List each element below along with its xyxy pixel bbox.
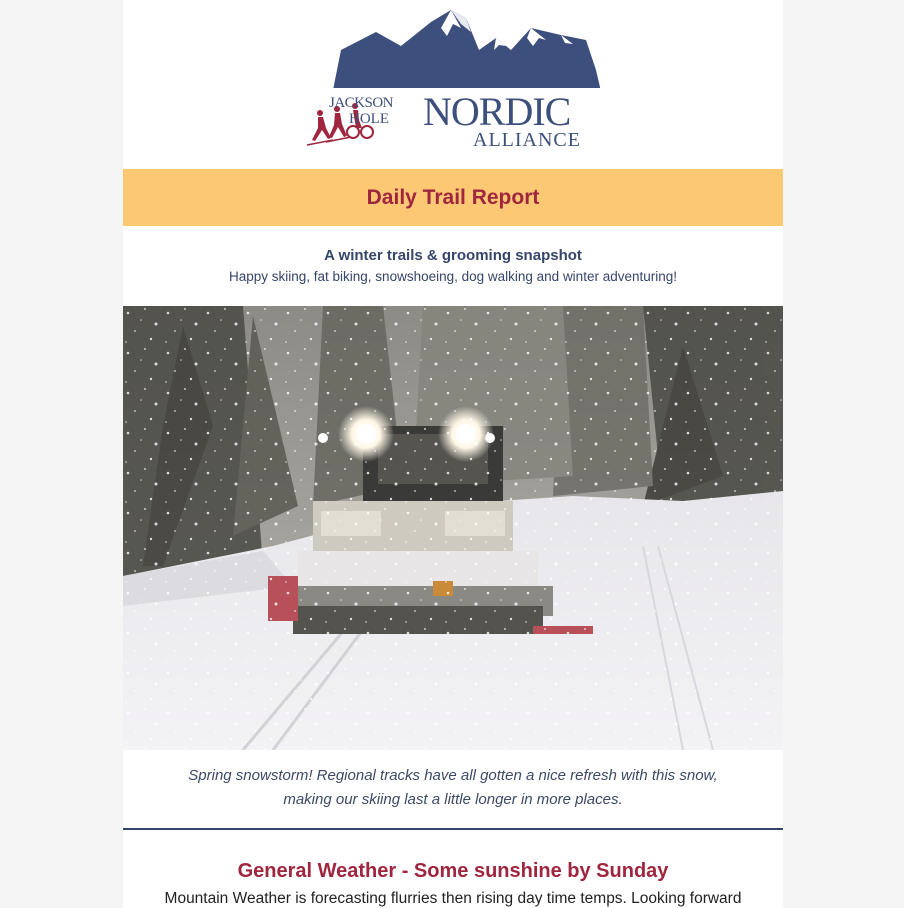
logo-hole-text: HOLE [349,111,389,127]
intro-section [123,226,783,306]
email-container [123,0,783,908]
groomer-snowstorm-photo [123,306,783,750]
photo-caption: Spring snowstorm! Regional tracks have all gotten a nice refresh with this snow, making our skiing last a little longer in more places. [188,767,718,808]
banner-title: Daily Trail Report [366,185,540,209]
weather-section-title: General Weather - Some sunshine by Sunday [237,860,669,882]
section-divider [123,828,783,830]
logo-alliance-text: ALLIANCE [473,129,581,151]
intro-heading: A winter trails & grooming snapshot [324,247,582,264]
logo-jackson-text: JACKSON [329,95,394,111]
logo-nordic-text: NORDIC [423,89,571,134]
logo-header [123,0,783,169]
intro-subheading: Happy skiing, fat biking, snowshoeing, dog walking and winter adventuring! [228,269,678,284]
weather-section-body: Mountain Weather is forecasting flurries then rising day time temps. Looking forward [164,890,742,907]
daily-trail-report-banner [123,169,783,226]
